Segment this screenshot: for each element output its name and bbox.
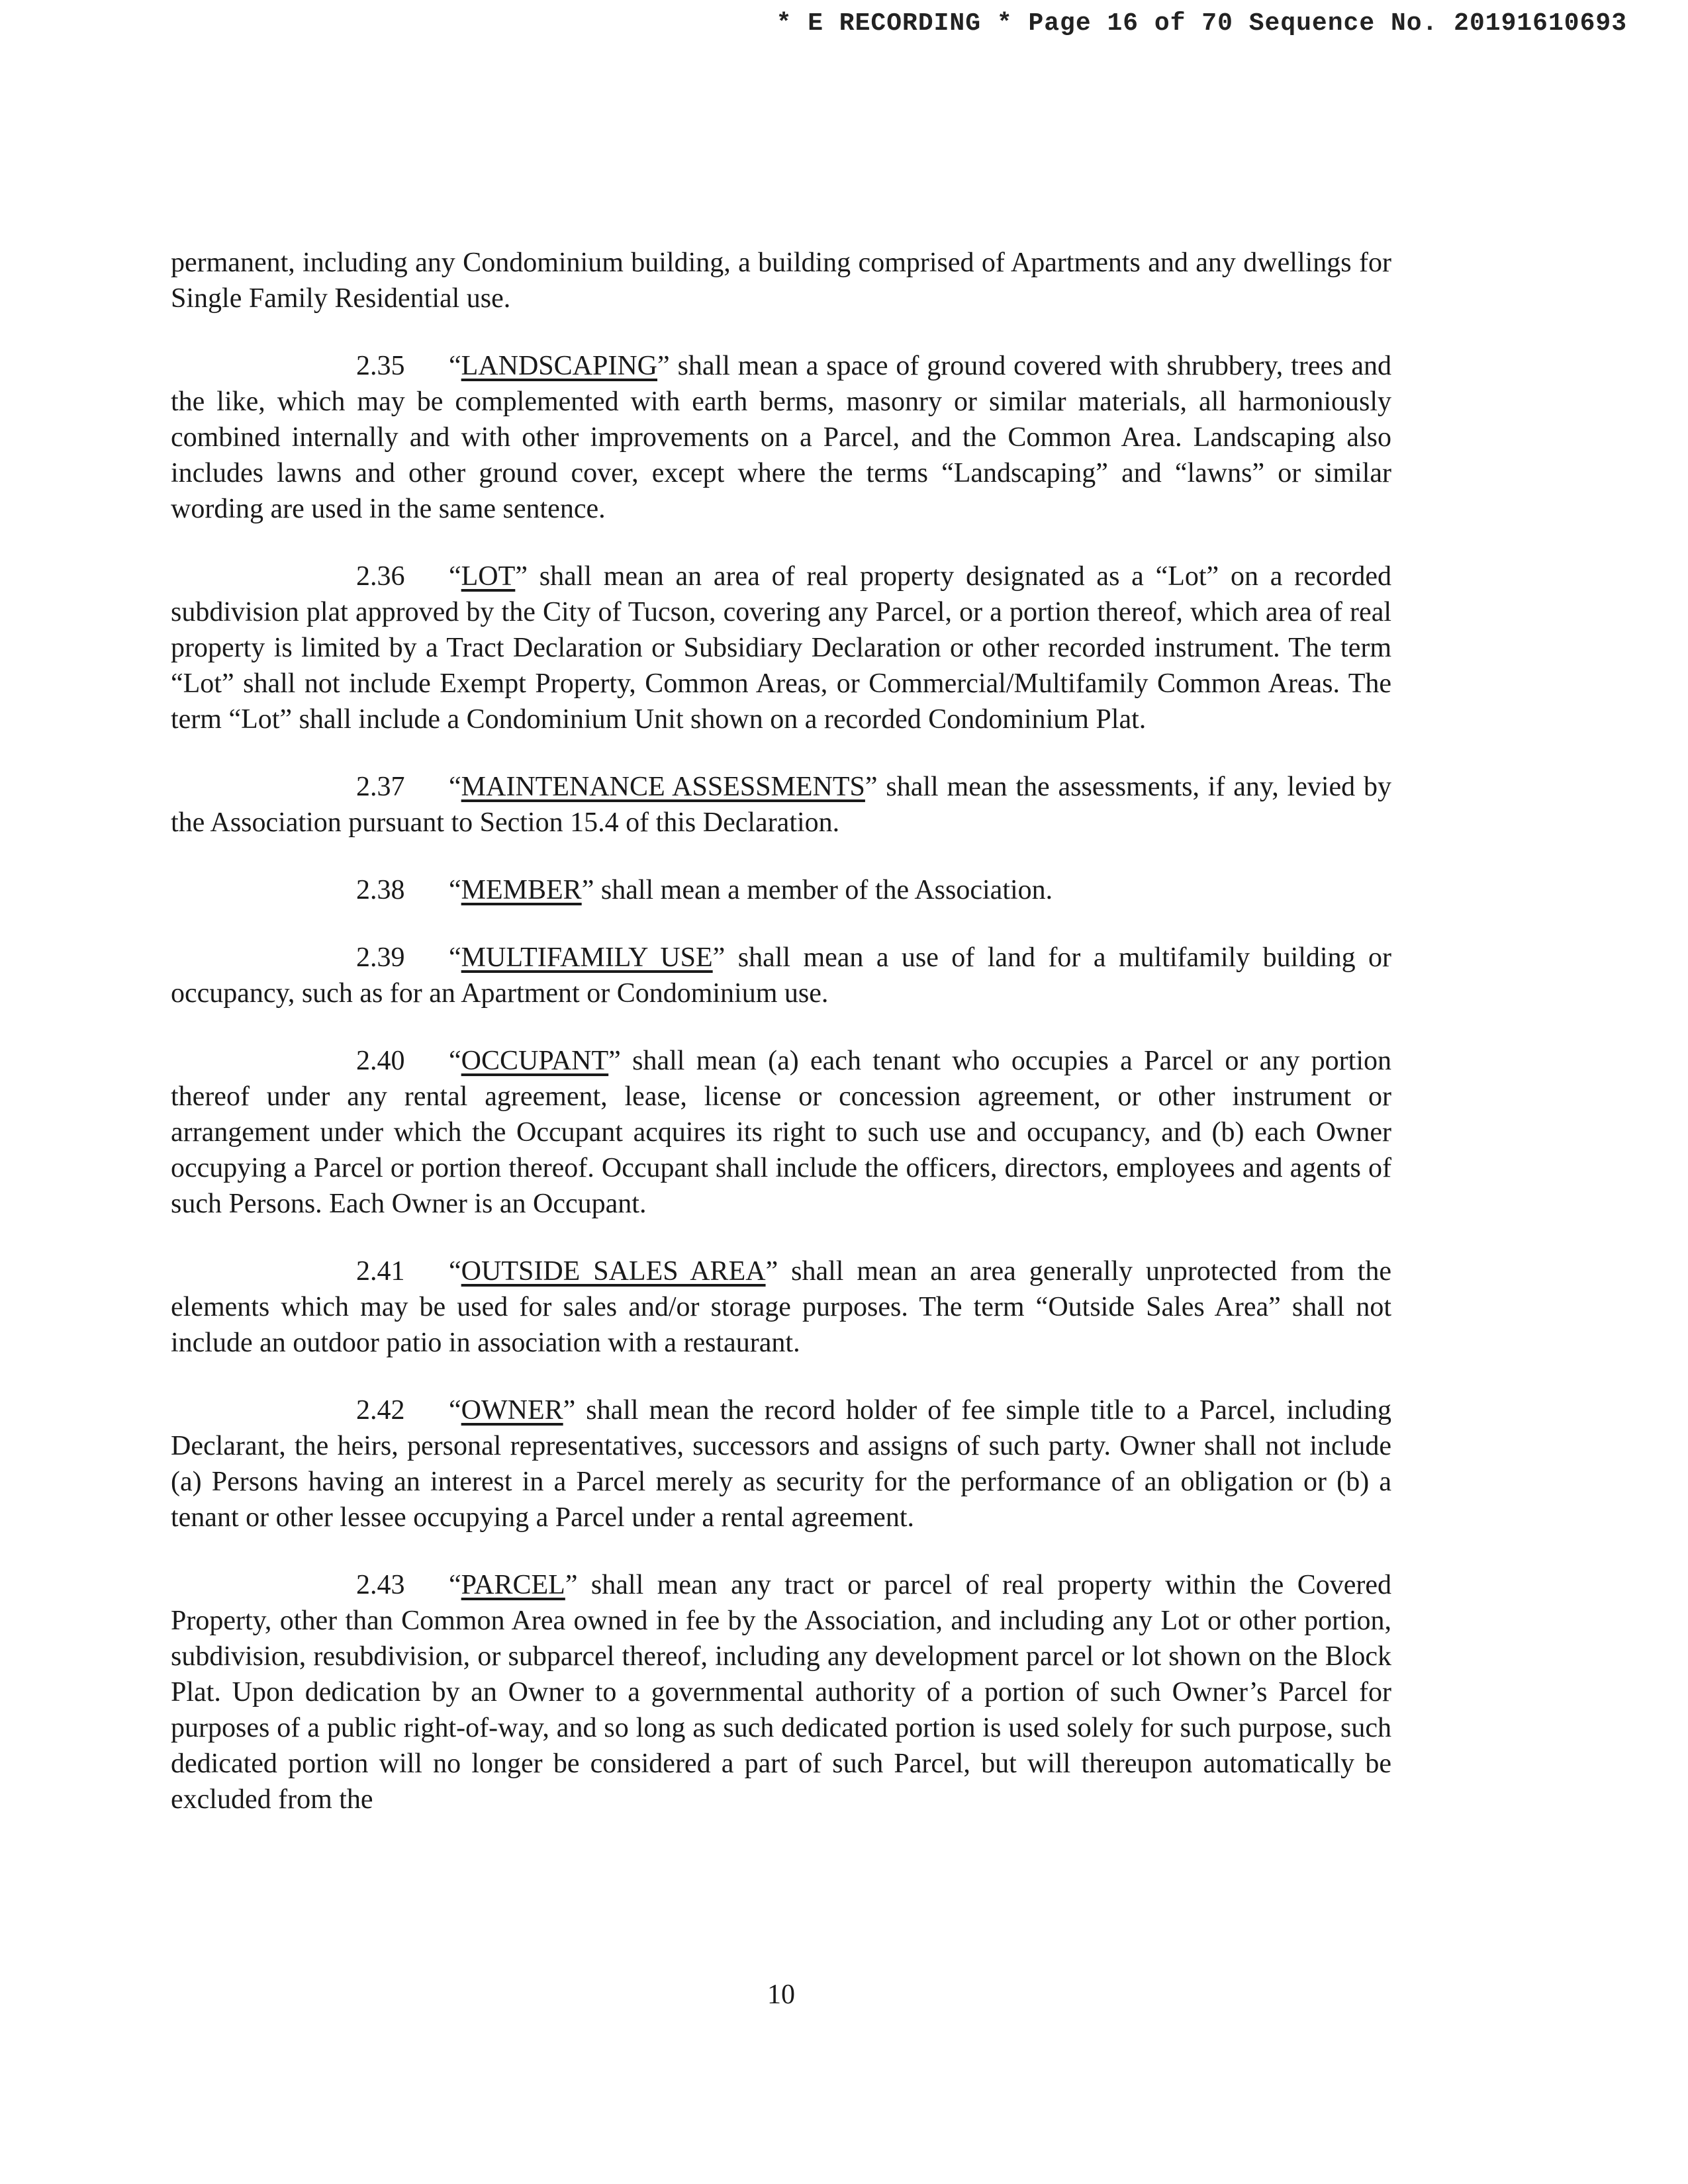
section-number: 2.41 <box>356 1256 405 1287</box>
section-body: shall mean a member of the Association. <box>594 875 1053 905</box>
document-body <box>171 245 1391 1849</box>
section-number: 2.42 <box>356 1395 405 1426</box>
close-quote: ” <box>608 1046 621 1076</box>
section-number: 2.43 <box>356 1570 405 1600</box>
section-number: 2.40 <box>356 1046 405 1076</box>
section-2-40 <box>171 1043 1391 1222</box>
section-body: shall mean an area of real property designated as a “Lot” on a recorded subdivision plat approved by the City of Tucson, covering any Parcel, or a portion thereof, which area of real property is limited by a Tract Declaration or Subsidiary Declaration or other recorded instrument. The term “Lot” shall not include Exempt Property, Common Areas, or Commercial/Multifamily Common Areas. The term “Lot” shall include a Condominium Unit shown on a recorded Condominium Plat. <box>171 561 1391 735</box>
recording-header: * E RECORDING * Page 16 of 70 Sequence No. 20191610693 <box>776 9 1627 38</box>
open-quote: “ <box>449 772 461 802</box>
intro-paragraph: permanent, including any Condominium building, a building comprised of Apartments and any dwellings for Single Family Residential use. <box>171 248 1391 314</box>
page-number: 10 <box>767 1979 795 2010</box>
close-quote: ” <box>515 561 528 592</box>
section-body: shall mean an area generally unprotected from the elements which may be used for sales and/or storage purposes. The term “Outside Sales Area” shall not include an outdoor patio in association with a restaurant. <box>171 1256 1391 1358</box>
section-body: shall mean (a) each tenant who occupies a Parcel or any portion thereof under any rental agreement, lease, license or concession agreement, or other instrument or arrangement under which the Occupant acquires its right to such use and occupancy, and (b) each Owner occupying a Parcel or portion thereof. Occupant shall include the officers, directors, employees and agents of such Persons. Each Owner is an Occupant. <box>171 1046 1391 1219</box>
section-2-41 <box>171 1253 1391 1361</box>
open-quote: “ <box>449 875 461 905</box>
open-quote: “ <box>449 1256 461 1287</box>
close-quote: ” <box>865 772 878 802</box>
close-quote: ” <box>765 1256 778 1287</box>
open-quote: “ <box>449 1046 461 1076</box>
section-body: shall mean the record holder of fee simple title to a Parcel, including Declarant, the heirs, personal representatives, successors and assigns of such party. Owner shall not include (a) Persons having an interest in a Parcel merely as security for the performance of an obligation or (b) a tenant or other lessee occupying a Parcel under a rental agreement. <box>171 1395 1391 1533</box>
defined-term: OWNER <box>461 1395 563 1426</box>
section-2-43 <box>171 1567 1391 1817</box>
section-body: shall mean any tract or parcel of real property within the Covered Property, other than Common Area owned in fee by the Association, and including any Lot or other portion, subdivision, resubdivision, or subparcel thereof, including any development parcel or lot shown on the Block Plat. Upon dedication by an Owner to a governmental authority of a portion of such Owner’s Parcel for purposes of a public right-of-way, and so long as such dedicated portion is used solely for such purpose, such dedicated portion will no longer be considered a part of such Parcel, but will thereupon automatically be excluded from the <box>171 1570 1391 1815</box>
close-quote: ” <box>563 1395 576 1426</box>
open-quote: “ <box>449 942 461 973</box>
section-number: 2.38 <box>356 875 405 905</box>
section-2-39 <box>171 940 1391 1011</box>
defined-term: MULTIFAMILY USE <box>461 942 713 973</box>
section-2-36 <box>171 559 1391 737</box>
defined-term: LANDSCAPING <box>461 351 658 381</box>
open-quote: “ <box>449 1570 461 1600</box>
defined-term: PARCEL <box>461 1570 565 1600</box>
close-quote: ” <box>657 351 670 381</box>
defined-term: OUTSIDE SALES AREA <box>461 1256 766 1287</box>
open-quote: “ <box>449 1395 461 1426</box>
section-number: 2.39 <box>356 942 405 973</box>
section-number: 2.35 <box>356 351 405 381</box>
section-body: shall mean a space of ground covered with shrubbery, trees and the like, which may be complemented with earth berms, masonry or similar materials, all harmoniously combined internally and with other improvements on a Parcel, and the Common Area. Landscaping also includes lawns and other ground cover, except where the terms “Landscaping” and “lawns” or similar wording are used in the same sentence. <box>171 351 1391 524</box>
section-2-35 <box>171 348 1391 527</box>
section-number: 2.37 <box>356 772 405 802</box>
section-2-38 <box>171 872 1391 908</box>
section-body: shall mean the assessments, if any, levied by the Association pursuant to Section 15.4 of this Declaration. <box>171 772 1391 838</box>
close-quote: ” <box>581 875 594 905</box>
section-2-42 <box>171 1392 1391 1535</box>
defined-term: MEMBER <box>461 875 582 905</box>
section-number: 2.36 <box>356 561 405 592</box>
open-quote: “ <box>449 561 461 592</box>
section-body: shall mean a use of land for a multifamily building or occupancy, such as for an Apartment or Condominium use. <box>171 942 1392 1009</box>
defined-term: MAINTENANCE ASSESSMENTS <box>461 772 865 802</box>
defined-term: OCCUPANT <box>461 1046 609 1076</box>
close-quote: ” <box>712 942 726 973</box>
close-quote: ” <box>565 1570 578 1600</box>
defined-term: LOT <box>461 561 516 592</box>
open-quote: “ <box>449 351 461 381</box>
section-2-37 <box>171 769 1391 841</box>
